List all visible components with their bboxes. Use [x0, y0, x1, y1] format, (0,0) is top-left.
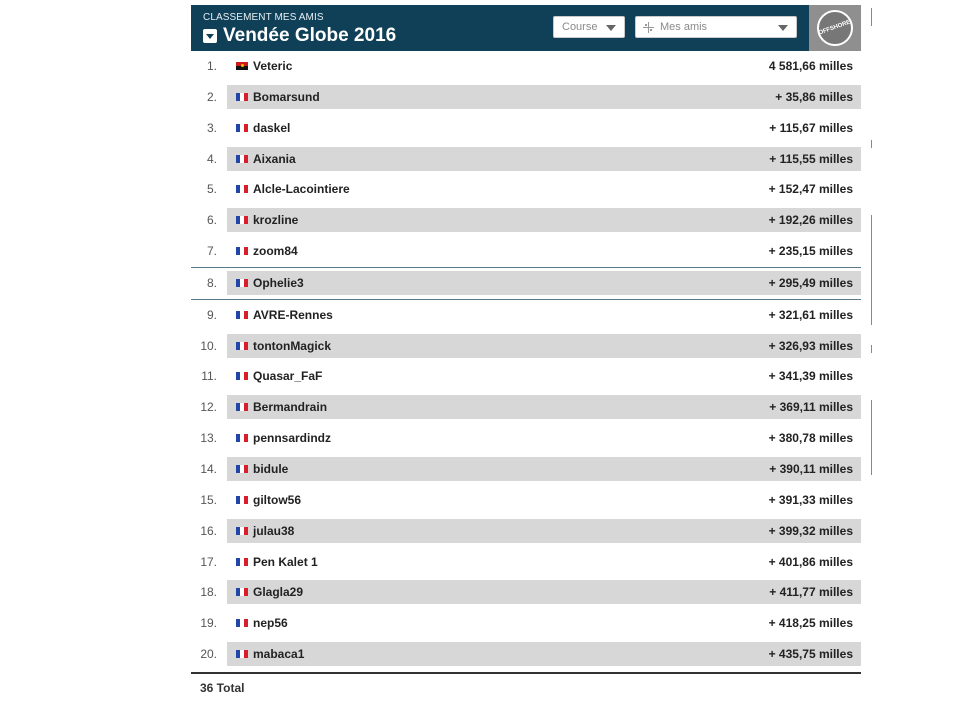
- friends-select[interactable]: [635, 16, 797, 38]
- angola-flag-icon: [236, 62, 248, 70]
- player-name-link[interactable]: krozline: [253, 213, 299, 228]
- chevron-down-icon: [206, 34, 214, 39]
- rank-number: 7.: [206, 244, 217, 259]
- player-name-link[interactable]: tontonMagick: [253, 338, 331, 353]
- france-flag-icon: [236, 527, 248, 535]
- distance-value: + 369,11 milles: [769, 400, 853, 415]
- france-flag-icon: [236, 93, 248, 101]
- title-row: [203, 25, 396, 47]
- player-name-link[interactable]: Pen Kalet 1: [253, 554, 318, 569]
- race-title: Vendée Globe 2016: [223, 25, 397, 46]
- player-name-link[interactable]: Glagla29: [253, 585, 304, 600]
- rank-number: 6.: [206, 213, 217, 228]
- distance-value: + 418,25 milles: [768, 616, 853, 631]
- rank-number: 12.: [200, 400, 217, 415]
- ranking-row: [191, 51, 861, 82]
- ranking-row: [191, 267, 861, 300]
- rank-number: 20.: [200, 647, 217, 662]
- race-dropdown-toggle[interactable]: [203, 29, 217, 43]
- distance-value: + 115,55 milles: [769, 151, 853, 166]
- row-bar: [227, 550, 861, 574]
- distance-value: + 235,15 milles: [768, 244, 853, 259]
- france-flag-icon: [236, 124, 248, 132]
- player-name-link[interactable]: nep56: [253, 616, 288, 631]
- rank-number: 13.: [200, 431, 217, 446]
- player-name-link[interactable]: bidule: [253, 461, 289, 476]
- row-bar: [227, 426, 861, 450]
- offshore-logo: [809, 5, 861, 51]
- distance-value: + 435,75 milles: [768, 647, 853, 662]
- ranking-row: [191, 82, 861, 113]
- ranking-row: [191, 236, 861, 267]
- row-bar: [227, 519, 861, 543]
- player-name-link[interactable]: pennsardindz: [253, 431, 332, 446]
- france-flag-icon: [236, 216, 248, 224]
- row-bar: [227, 642, 861, 666]
- rank-number: 11.: [201, 369, 217, 384]
- rank-number: 1.: [206, 59, 217, 73]
- ranking-row: [191, 174, 861, 205]
- distance-value: + 391,33 milles: [768, 492, 853, 507]
- distance-value: + 152,47 milles: [768, 182, 853, 197]
- distance-value: + 35,86 milles: [775, 89, 853, 104]
- ranking-row: [191, 577, 861, 608]
- row-bar: [227, 147, 861, 171]
- distance-value: + 411,77 milles: [769, 585, 853, 600]
- player-name-link[interactable]: Aixania: [253, 151, 296, 166]
- ranking-header: [191, 5, 861, 51]
- ranking-row: [191, 423, 861, 454]
- distance-value: + 399,32 milles: [768, 523, 853, 538]
- ranking-row: [191, 485, 861, 516]
- france-flag-icon: [236, 311, 248, 319]
- distance-value: 4 581,66 milles: [768, 59, 853, 73]
- distance-value: + 321,61 milles: [768, 307, 853, 322]
- chevron-down-icon: [606, 25, 616, 31]
- player-name-link[interactable]: julau38: [253, 523, 295, 538]
- right-edge-divider: [871, 345, 872, 353]
- player-name-link[interactable]: Bomarsund: [253, 89, 320, 104]
- france-flag-icon: [236, 403, 248, 411]
- right-edge-divider: [871, 140, 872, 148]
- header-subtitle: CLASSEMENT MES AMIS: [203, 12, 324, 23]
- row-bar: [227, 395, 861, 419]
- rank-number: 5.: [206, 182, 217, 197]
- player-name-link[interactable]: Veteric: [253, 59, 293, 73]
- rank-number: 3.: [206, 120, 217, 135]
- ranking-row: [191, 113, 861, 144]
- row-bar: [227, 303, 861, 327]
- player-name-link[interactable]: Quasar_FaF: [253, 369, 323, 384]
- player-name-link[interactable]: AVRE-Rennes: [253, 307, 333, 322]
- ranking-row: [191, 454, 861, 485]
- row-bar: [227, 488, 861, 512]
- rank-number: 19.: [200, 616, 217, 631]
- france-flag-icon: [236, 588, 248, 596]
- right-edge-divider: [871, 400, 872, 475]
- rank-number: 17.: [200, 554, 217, 569]
- chevron-down-icon: [778, 25, 788, 31]
- grid-icon: [643, 22, 654, 33]
- row-bar: [227, 271, 861, 295]
- ranking-row: [191, 331, 861, 362]
- france-flag-icon: [236, 155, 248, 163]
- ranking-row: [191, 392, 861, 423]
- ranking-row: [191, 516, 861, 547]
- france-flag-icon: [236, 650, 248, 658]
- france-flag-icon: [236, 247, 248, 255]
- rank-number: 8.: [206, 275, 217, 290]
- distance-value: + 341,39 milles: [768, 369, 853, 384]
- distance-value: + 192,26 milles: [768, 213, 853, 228]
- player-name-link[interactable]: giltow56: [253, 492, 302, 507]
- row-bar: [227, 334, 861, 358]
- distance-value: + 326,93 milles: [768, 338, 853, 353]
- player-name-link[interactable]: daskel: [253, 120, 291, 135]
- logo-text: OFFSHORE: [818, 19, 852, 37]
- rank-number: 18.: [200, 585, 217, 600]
- france-flag-icon: [236, 619, 248, 627]
- row-bar: [227, 364, 861, 388]
- row-bar: [227, 208, 861, 232]
- course-select[interactable]: [553, 16, 625, 38]
- rank-number: 10.: [200, 338, 217, 353]
- france-flag-icon: [236, 496, 248, 504]
- ranking-row: [191, 144, 861, 175]
- distance-value: + 401,86 milles: [768, 554, 853, 569]
- rank-number: 9.: [206, 307, 217, 322]
- distance-value: + 390,11 milles: [769, 461, 853, 476]
- rank-number: 15.: [200, 492, 217, 507]
- ranking-row: [191, 608, 861, 639]
- distance-value: + 295,49 milles: [768, 275, 853, 290]
- distance-value: + 380,78 milles: [768, 431, 853, 446]
- distance-value: + 115,67 milles: [769, 120, 853, 135]
- row-bar: [227, 580, 861, 604]
- rank-number: 4.: [206, 151, 217, 166]
- france-flag-icon: [236, 279, 248, 287]
- ranking-row: [191, 300, 861, 331]
- ranking-row: [191, 205, 861, 236]
- player-name-link[interactable]: Alcle-Lacointiere: [253, 182, 350, 197]
- france-flag-icon: [236, 558, 248, 566]
- france-flag-icon: [236, 342, 248, 350]
- friends-select-label: Mes amis: [660, 21, 708, 33]
- logo-badge: [817, 10, 853, 46]
- row-bar: [227, 85, 861, 109]
- total-count: 36 Total: [200, 681, 245, 695]
- row-bar: [227, 457, 861, 481]
- row-bar: [227, 177, 861, 201]
- row-bar: [227, 611, 861, 635]
- france-flag-icon: [236, 185, 248, 193]
- course-select-label: Course: [562, 21, 598, 33]
- player-name-link[interactable]: Bermandrain: [253, 400, 328, 415]
- right-edge-divider: [871, 215, 872, 325]
- ranking-row: [191, 639, 861, 670]
- player-name-link[interactable]: mabaca1: [253, 647, 305, 662]
- list-bottom-divider: [191, 672, 861, 674]
- rank-number: 14.: [200, 461, 217, 476]
- france-flag-icon: [236, 434, 248, 442]
- rank-number: 2.: [206, 89, 217, 104]
- france-flag-icon: [236, 465, 248, 473]
- player-name-link[interactable]: zoom84: [253, 244, 298, 259]
- france-flag-icon: [236, 372, 248, 380]
- row-bar: [227, 239, 861, 263]
- row-bar: [227, 54, 861, 78]
- ranking-row: [191, 361, 861, 392]
- ranking-row: [191, 547, 861, 578]
- rank-number: 16.: [200, 523, 217, 538]
- player-name-link[interactable]: Ophelie3: [253, 275, 304, 290]
- friends-ranking-panel: [191, 5, 861, 674]
- row-bar: [227, 116, 861, 140]
- right-edge-divider: [871, 8, 872, 26]
- ranking-list: [191, 51, 861, 670]
